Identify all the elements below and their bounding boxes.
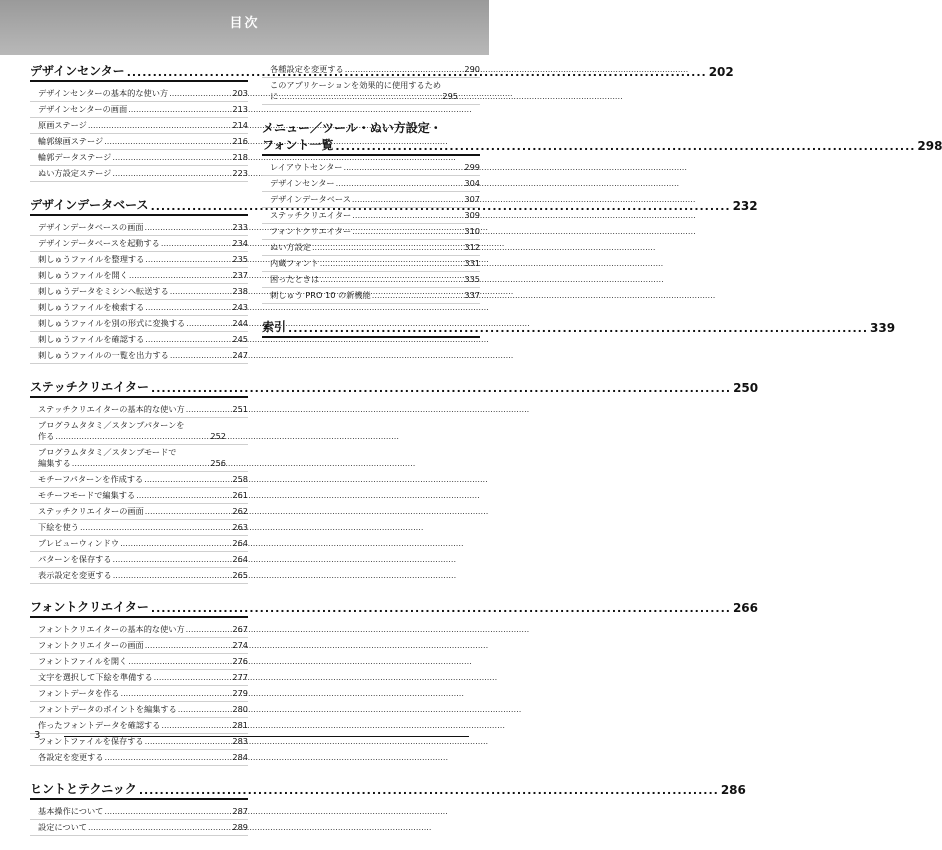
section-title: ヒントとテクニック xyxy=(30,782,137,796)
leader-dots xyxy=(145,640,232,651)
toc-entry[interactable] xyxy=(262,62,480,78)
toc-entry[interactable] xyxy=(30,820,248,836)
entry-page: 287 xyxy=(232,806,248,816)
leader-dots xyxy=(113,570,232,581)
leader-dots xyxy=(120,688,231,699)
entry-title: 各種設定を変更する xyxy=(270,64,344,74)
entry-title: 原画ステージ xyxy=(38,120,87,130)
entry-page: 299 xyxy=(464,162,480,172)
section-title: ステッチクリエイター xyxy=(30,380,150,394)
leader-dots xyxy=(129,270,231,281)
footer-rule xyxy=(64,736,469,737)
entry-page: 304 xyxy=(464,178,480,188)
entry-title: フォントデータを作る xyxy=(38,688,120,698)
section-heading[interactable] xyxy=(30,780,746,800)
toc-entry[interactable] xyxy=(30,134,248,150)
toc-entry[interactable] xyxy=(30,418,248,445)
entry-page: 267 xyxy=(232,624,248,634)
toc-entry[interactable] xyxy=(262,256,480,272)
toc-entry[interactable] xyxy=(30,220,248,236)
toc-entry[interactable] xyxy=(262,160,480,176)
leader-dots xyxy=(112,168,231,179)
toc-entry[interactable] xyxy=(30,268,248,284)
entry-title: 基本操作について xyxy=(38,806,104,816)
leader-dots xyxy=(352,194,463,205)
leader-dots xyxy=(139,784,719,797)
entry-page: 235 xyxy=(232,254,248,264)
leader-dots xyxy=(113,554,232,565)
entry-title: フォントファイルを保存する xyxy=(38,736,144,746)
entry-page: 264 xyxy=(232,554,248,564)
leader-dots xyxy=(161,238,232,249)
entry-title: 内蔵フォント xyxy=(270,258,319,268)
toc-entry[interactable] xyxy=(30,520,248,536)
leader-dots xyxy=(144,474,231,485)
entry-page: 337 xyxy=(464,290,480,300)
toc-entry[interactable] xyxy=(30,300,248,316)
entry-title: 文字を選択して下絵を準備する xyxy=(38,672,153,682)
entry-title: 下絵を使う xyxy=(38,522,79,532)
entry-page: 247 xyxy=(232,350,248,360)
entry-title: 刺しゅう PRO 10 の新機能 xyxy=(270,290,371,300)
entry-title-continued xyxy=(38,458,226,469)
entry-title: フォントデータのポイントを編集する xyxy=(38,704,177,714)
section-page: 339 xyxy=(870,321,896,335)
entry-page: 234 xyxy=(232,238,248,248)
entry-title: 作ったフォントデータを確認する xyxy=(38,720,161,730)
leader-dots xyxy=(136,490,231,501)
entry-title-line2: 作る xyxy=(38,431,55,441)
leader-dots xyxy=(104,136,231,147)
entry-page: 261 xyxy=(232,490,248,500)
entry-page: 279 xyxy=(232,688,248,698)
leader-dots xyxy=(104,806,231,817)
section-title-line1: メニュー／ツール・ぬい方設定・ xyxy=(262,121,442,135)
entry-title-line2: に xyxy=(270,91,279,101)
leader-dots xyxy=(128,104,231,115)
leader-dots xyxy=(279,91,441,102)
entry-page: 256 xyxy=(210,458,226,468)
leader-dots xyxy=(288,322,868,335)
entry-page: 213 xyxy=(232,104,248,114)
leader-dots xyxy=(145,334,231,345)
section-page: 250 xyxy=(733,381,759,395)
toc-entry[interactable] xyxy=(262,176,480,192)
entry-page: 243 xyxy=(232,302,248,312)
leader-dots xyxy=(88,120,232,131)
toc-entry[interactable] xyxy=(30,445,248,472)
toc-entry[interactable] xyxy=(30,552,248,568)
leader-dots xyxy=(72,458,210,469)
leader-dots xyxy=(352,210,463,221)
leader-dots xyxy=(186,404,232,415)
section-title: デザインセンター xyxy=(30,64,125,78)
leader-dots xyxy=(145,506,232,517)
toc-entry[interactable] xyxy=(30,750,248,766)
leader-dots xyxy=(178,704,232,715)
entry-title: プログラムタタミ／スタンプモードで xyxy=(38,447,177,457)
entry-title: フォントファイルを開く xyxy=(38,656,128,666)
entry-page: 233 xyxy=(232,222,248,232)
toc-entry[interactable] xyxy=(30,402,248,418)
entry-page: 335 xyxy=(464,274,480,284)
toc-entry[interactable] xyxy=(30,622,248,638)
entry-page: 245 xyxy=(232,334,248,344)
leader-dots xyxy=(320,274,463,285)
entry-title: 刺しゅうファイルを検索する xyxy=(38,302,145,312)
entry-page: 295 xyxy=(442,91,458,101)
entry-page: 238 xyxy=(232,286,248,296)
toc-entry[interactable] xyxy=(30,702,248,718)
leader-dots xyxy=(145,736,232,747)
toc-entry[interactable] xyxy=(30,86,248,102)
leader-dots xyxy=(170,350,232,361)
toc-entry[interactable] xyxy=(30,536,248,552)
entry-page: 223 xyxy=(232,168,248,178)
leader-dots xyxy=(151,382,731,395)
leader-dots xyxy=(161,720,231,731)
entry-title: デザインデータベース xyxy=(270,194,351,204)
entry-title: ぬい方設定ステージ xyxy=(38,168,112,178)
entry-page: 252 xyxy=(210,431,226,441)
entry-title: 輪郭線画ステージ xyxy=(38,136,104,146)
toc-entry[interactable] xyxy=(262,240,480,256)
section-page: 298 xyxy=(917,139,942,153)
toc-section xyxy=(262,318,896,338)
toc-entry[interactable] xyxy=(30,670,248,686)
entry-page: 244 xyxy=(232,318,248,328)
toc-entry[interactable] xyxy=(30,504,248,520)
entry-page: 280 xyxy=(232,704,248,714)
section-title: 索引 xyxy=(262,320,287,334)
toc-entry[interactable] xyxy=(30,332,248,348)
section-title: デザインデータベース xyxy=(30,198,149,212)
entry-page: 274 xyxy=(232,640,248,650)
entry-page: 290 xyxy=(464,64,480,74)
leader-dots xyxy=(335,140,915,153)
entry-title: 刺しゅうファイルの一覧を出力する xyxy=(38,350,169,360)
toc-section xyxy=(30,378,759,584)
entry-page: 283 xyxy=(232,736,248,746)
toc-entry[interactable] xyxy=(30,686,248,702)
leader-dots xyxy=(186,318,231,329)
entry-title: デザインセンターの基本的な使い方 xyxy=(38,88,169,98)
page-title: 目次 xyxy=(229,16,260,31)
entry-title: デザインセンター xyxy=(270,178,335,188)
toc-section xyxy=(30,598,758,766)
entry-title: 刺しゅうファイルを確認する xyxy=(38,334,145,344)
toc-entry[interactable] xyxy=(30,252,248,268)
toc-entry[interactable] xyxy=(30,150,248,166)
section-heading[interactable] xyxy=(30,598,758,618)
toc-entry[interactable] xyxy=(30,236,248,252)
entry-page: 258 xyxy=(232,474,248,484)
toc-entry[interactable] xyxy=(30,102,248,118)
entry-title: デザインデータベースの画面 xyxy=(38,222,144,232)
entry-title: プレビューウィンドウ xyxy=(38,538,120,548)
entry-title: 刺しゅうファイルを別の形式に変換する xyxy=(38,318,186,328)
leader-dots xyxy=(154,672,232,683)
leader-dots xyxy=(343,162,463,173)
entry-page: 237 xyxy=(232,270,248,280)
leader-dots xyxy=(372,290,464,301)
entry-title-line2: 編集する xyxy=(38,458,71,468)
toc-entry[interactable] xyxy=(262,78,480,105)
entry-page: 331 xyxy=(464,258,480,268)
entry-title: モチーフモードで編集する xyxy=(38,490,136,500)
entry-page: 216 xyxy=(232,136,248,146)
toc-entry[interactable] xyxy=(30,472,248,488)
leader-dots xyxy=(145,254,231,265)
leader-dots xyxy=(80,522,231,533)
leader-dots xyxy=(186,624,232,635)
section-heading[interactable] xyxy=(262,136,942,156)
entry-page: 218 xyxy=(232,152,248,162)
toc-entry[interactable] xyxy=(262,288,480,304)
toc-entry[interactable] xyxy=(262,208,480,224)
entry-page: 263 xyxy=(232,522,248,532)
entry-title: 表示設定を変更する xyxy=(38,570,112,580)
leader-dots xyxy=(144,222,231,233)
leader-dots xyxy=(88,822,231,833)
leader-dots xyxy=(169,88,231,99)
leader-dots xyxy=(312,242,463,253)
section-heading[interactable] xyxy=(30,378,759,398)
section-page: 266 xyxy=(732,601,758,615)
entry-page: 310 xyxy=(464,226,480,236)
entry-title: 刺しゅうファイルを整理する xyxy=(38,254,145,264)
leader-dots xyxy=(170,286,232,297)
leader-dots xyxy=(105,752,232,763)
toc-entry[interactable] xyxy=(30,638,248,654)
entry-title-continued xyxy=(270,91,458,102)
entry-page: 309 xyxy=(464,210,480,220)
toc-entry[interactable] xyxy=(30,804,248,820)
leader-dots xyxy=(112,152,231,163)
toc-entry[interactable] xyxy=(262,272,480,288)
entry-title: パターンを保存する xyxy=(38,554,112,564)
entry-title: このアプリケーションを効果的に使用するため xyxy=(270,80,442,90)
leader-dots xyxy=(320,258,464,269)
entry-page: 281 xyxy=(232,720,248,730)
section-title: フォント一覧 xyxy=(262,138,334,152)
entry-page: 265 xyxy=(232,570,248,580)
entry-page: 251 xyxy=(232,404,248,414)
entry-title-continued xyxy=(38,431,226,442)
entry-title: 刺しゅうファイルを開く xyxy=(38,270,128,280)
entry-page: 214 xyxy=(232,120,248,130)
entry-title: ステッチクリエイターの画面 xyxy=(38,506,144,516)
entry-page: 276 xyxy=(232,656,248,666)
entry-title: レイアウトセンター xyxy=(270,162,343,172)
toc-entry[interactable] xyxy=(262,224,480,240)
toc-entry[interactable] xyxy=(30,166,248,182)
entry-title: 輪郭データステージ xyxy=(38,152,112,162)
leader-dots xyxy=(352,226,463,237)
entry-title: デザインデータベースを起動する xyxy=(38,238,160,248)
leader-dots xyxy=(151,602,731,615)
toc-entry[interactable] xyxy=(30,118,248,134)
header-band xyxy=(0,0,489,55)
toc-entry[interactable] xyxy=(30,348,248,364)
entry-title: フォントクリエイターの画面 xyxy=(38,640,144,650)
entry-title: プログラムタタミ／スタンプパターンを xyxy=(38,420,185,430)
toc-entry[interactable] xyxy=(30,654,248,670)
page-number: 3 xyxy=(34,730,41,741)
entry-page: 284 xyxy=(232,752,248,762)
toc-entry[interactable] xyxy=(30,316,248,332)
entry-title: デザインセンターの画面 xyxy=(38,104,128,114)
entry-title: 刺しゅうデータをミシンへ転送する xyxy=(38,286,169,296)
section-page: 232 xyxy=(732,199,758,213)
toc-entry[interactable] xyxy=(30,488,248,504)
leader-dots xyxy=(128,656,231,667)
entry-title: モチーフパターンを作成する xyxy=(38,474,144,484)
toc-continued-entries xyxy=(262,62,480,105)
entry-page: 289 xyxy=(232,822,248,832)
toc-section xyxy=(30,780,746,836)
entry-title: ステッチクリエイターの基本的な使い方 xyxy=(38,404,185,414)
leader-dots xyxy=(120,538,231,549)
toc-entry[interactable] xyxy=(30,284,248,300)
entry-page: 264 xyxy=(232,538,248,548)
toc-entry[interactable] xyxy=(30,718,248,734)
entry-title: 設定について xyxy=(38,822,87,832)
entry-page: 307 xyxy=(464,194,480,204)
leader-dots xyxy=(336,178,464,189)
toc-entry[interactable] xyxy=(262,192,480,208)
entry-page: 277 xyxy=(232,672,248,682)
section-page: 286 xyxy=(720,783,746,797)
entry-page: 262 xyxy=(232,506,248,516)
leader-dots xyxy=(345,64,464,75)
toc-entry[interactable] xyxy=(30,568,248,584)
entry-page: 312 xyxy=(464,242,480,252)
section-page: 202 xyxy=(708,65,734,79)
entry-title: 各設定を変更する xyxy=(38,752,104,762)
entry-title: ステッチクリエイター xyxy=(270,210,352,220)
entry-title: フォントクリエイターの基本的な使い方 xyxy=(38,624,185,634)
leader-dots xyxy=(145,302,231,313)
entry-title: 困ったときは xyxy=(270,274,320,284)
section-heading[interactable] xyxy=(262,318,896,338)
entry-title: ぬい方設定 xyxy=(270,242,311,252)
section-title: フォントクリエイター xyxy=(30,600,149,614)
entry-page: 203 xyxy=(232,88,248,98)
leader-dots xyxy=(55,431,209,442)
entry-title: フォントクリエイター xyxy=(270,226,352,236)
